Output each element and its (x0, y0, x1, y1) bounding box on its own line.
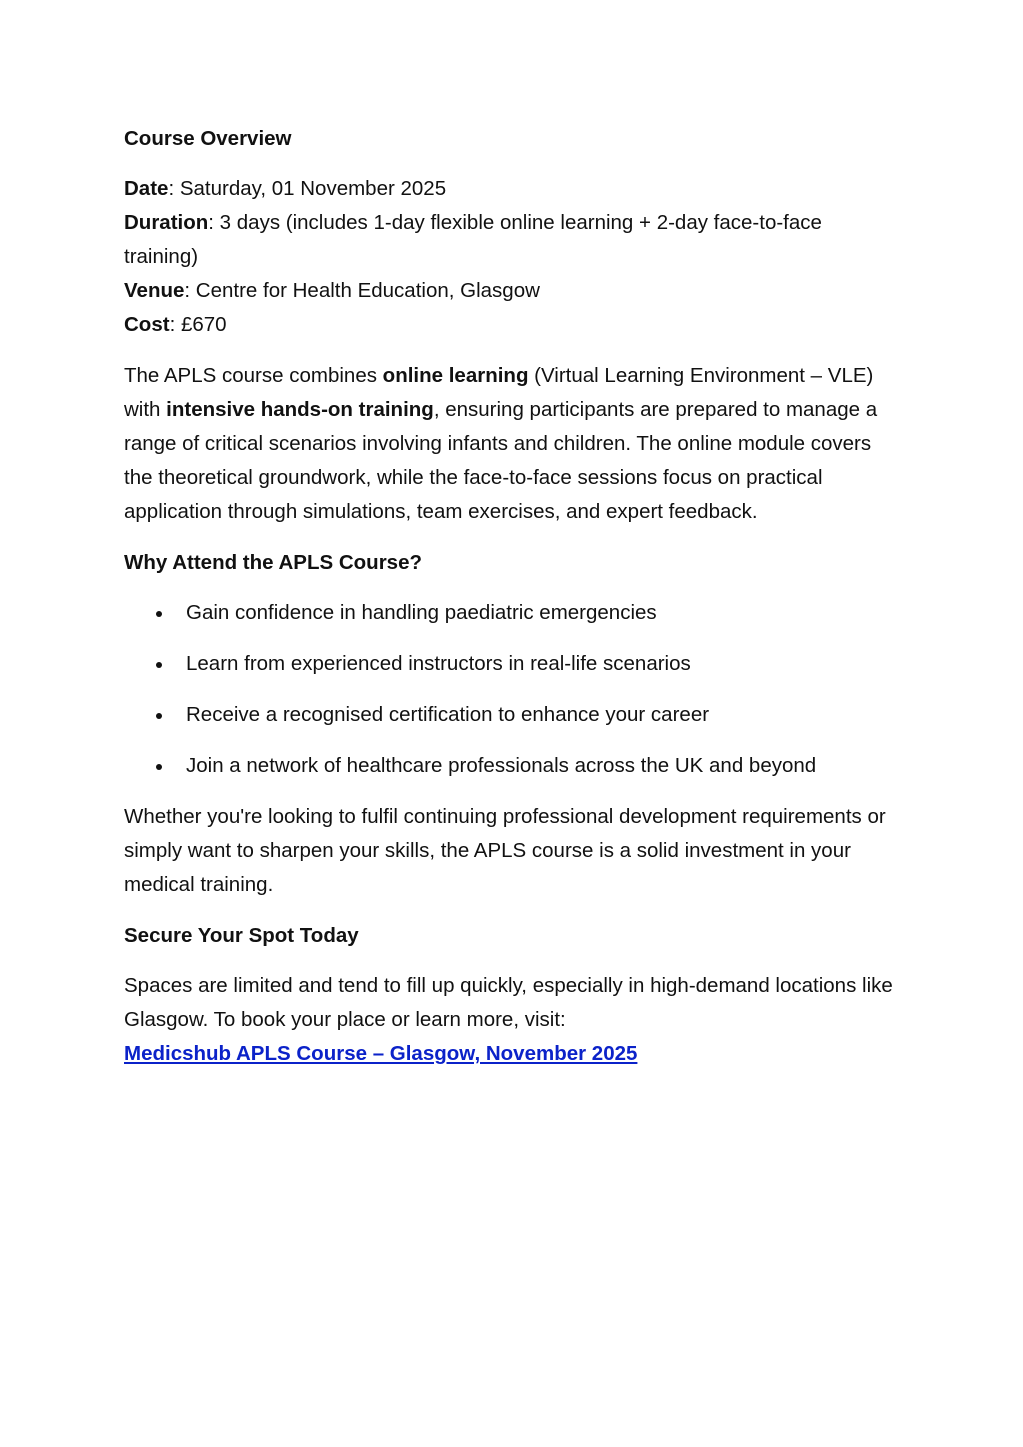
list-item-text: Gain confidence in handling paediatric emergencies (186, 601, 657, 624)
course-overview-heading: Course Overview (124, 127, 292, 150)
list-item-text: Learn from experienced instructors in real-life scenarios (186, 652, 691, 675)
date-label: Date (124, 177, 169, 200)
why-attend-heading: Why Attend the APLS Course? (124, 551, 423, 574)
list-item (124, 647, 899, 681)
date-row (124, 172, 899, 206)
cost-value: : £670 (169, 313, 227, 336)
benefits-list (124, 596, 899, 783)
list-item (124, 749, 899, 783)
bullet-icon (156, 662, 162, 668)
booking-text: Spaces are limited and tend to fill up quickly, especially in high-demand locations like Glasgow. To book your place or learn more, visit: (124, 974, 893, 1031)
intro-text-2: (Virtual Learning Environment – VLE) with (124, 364, 874, 421)
duration-label: Duration (124, 211, 209, 234)
intro-bold-online-learning: online learning (382, 364, 529, 387)
venue-value: : Centre for Health Education, Glasgow (184, 279, 540, 302)
bullet-icon (156, 764, 162, 770)
list-item (124, 596, 899, 630)
intro-paragraph (124, 359, 899, 529)
duration-row (124, 206, 899, 274)
list-item-text: Join a network of healthcare professionals across the UK and beyond (186, 754, 817, 777)
bullet-icon (156, 611, 162, 617)
list-item (124, 698, 899, 732)
venue-row (124, 274, 899, 308)
course-details (124, 172, 899, 342)
cost-label: Cost (124, 313, 170, 336)
document-page (124, 122, 899, 1071)
duration-value: : 3 days (includes 1-day flexible online learning + 2-day face-to-face training) (124, 211, 822, 268)
secure-spot-heading: Secure Your Spot Today (124, 924, 359, 947)
booking-paragraph (124, 969, 899, 1071)
closing-paragraph: Whether you're looking to fulfil continuing professional development requirements or simply want to sharpen your skills, the APLS course is a solid investment in your medical training. (124, 805, 886, 896)
intro-text-1: The APLS course combines (124, 364, 383, 387)
cost-row (124, 308, 899, 342)
intro-bold-hands-on: intensive hands-on training (166, 398, 434, 421)
course-booking-link[interactable]: Medicshub APLS Course – Glasgow, November 2025 (124, 1042, 638, 1065)
intro-text-3: , ensuring participants are prepared to manage a range of critical scenarios involving infants and children. The online module covers the theoretical groundwork, while the face-to-face sessions focus on practical application through simulations, team exercises, and expert feedback. (124, 398, 878, 523)
bullet-icon (156, 713, 162, 719)
list-item-text: Receive a recognised certification to enhance your career (186, 703, 710, 726)
date-value: : Saturday, 01 November 2025 (168, 177, 447, 200)
venue-label: Venue (124, 279, 185, 302)
